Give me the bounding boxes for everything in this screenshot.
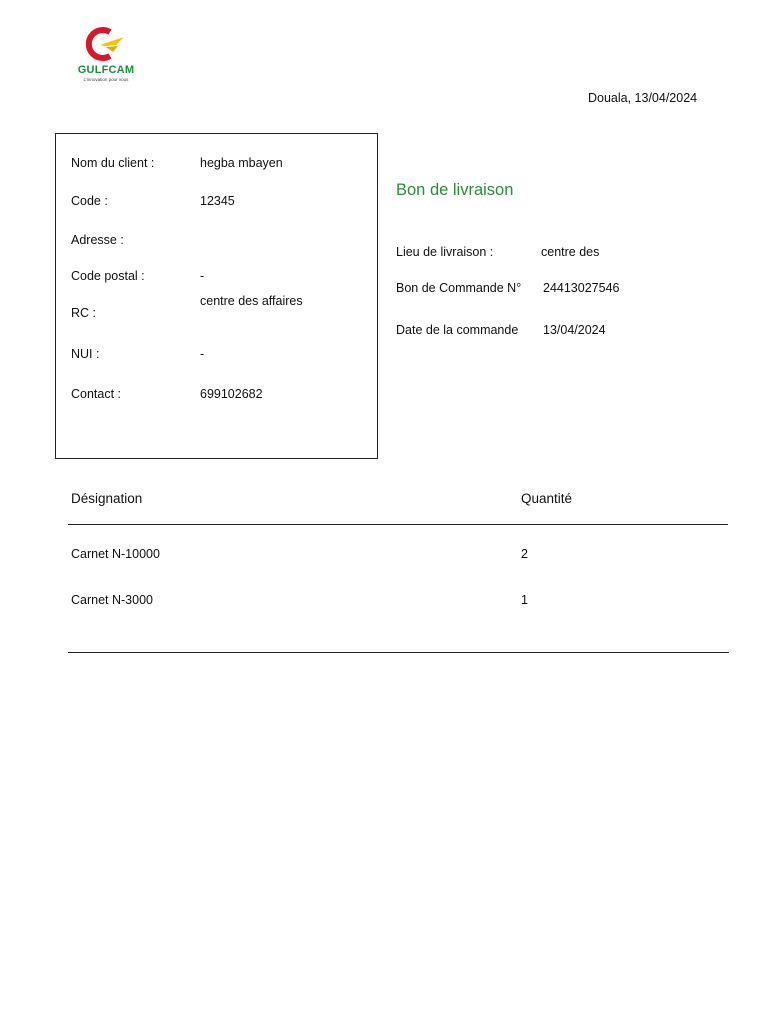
company-logo <box>70 26 142 86</box>
table-header-quantity: Quantité <box>521 491 573 506</box>
client-contact-value: 699102682 <box>200 387 263 401</box>
client-code-value: 12345 <box>200 194 235 208</box>
row-quantity: 2 <box>521 547 528 561</box>
logo-name: GULFCAM <box>77 64 135 76</box>
delivery-place-value: centre des <box>541 245 600 259</box>
client-name-value: hegba mbayen <box>200 156 283 170</box>
client-postal-label: Code postal : <box>71 269 145 283</box>
row-designation: Carnet N-3000 <box>71 593 153 607</box>
client-rc-label: RC : <box>71 306 96 320</box>
client-address-label: Adresse : <box>71 233 124 247</box>
client-nui-value: - <box>200 347 205 361</box>
client-postal-value: - <box>200 269 205 283</box>
order-number-value: 24413027546 <box>543 281 620 295</box>
order-date-label: Date de la commande <box>396 323 519 337</box>
table-bottom-divider <box>68 652 729 653</box>
row-quantity: 1 <box>521 593 528 607</box>
client-code-label: Code : <box>71 194 108 208</box>
client-contact-label: Contact : <box>71 387 122 401</box>
logo-g-icon <box>80 26 132 64</box>
logo-tagline: L'innovation pour vous <box>83 77 129 82</box>
document-title: Bon de livraison <box>396 181 514 199</box>
row-designation: Carnet N-10000 <box>71 547 160 561</box>
order-number-label: Bon de Commande N° <box>396 281 522 295</box>
delivery-place-label: Lieu de livraison : <box>396 245 494 259</box>
client-name-label: Nom du client : <box>71 156 155 170</box>
order-date-value: 13/04/2024 <box>543 323 606 337</box>
client-nui-label: NUI : <box>71 347 100 361</box>
table-header-designation: Désignation <box>71 491 143 506</box>
table-header-divider <box>68 524 728 525</box>
place-date: Douala, 13/04/2024 <box>588 91 698 105</box>
client-rc-value: centre des affaires <box>200 294 303 308</box>
